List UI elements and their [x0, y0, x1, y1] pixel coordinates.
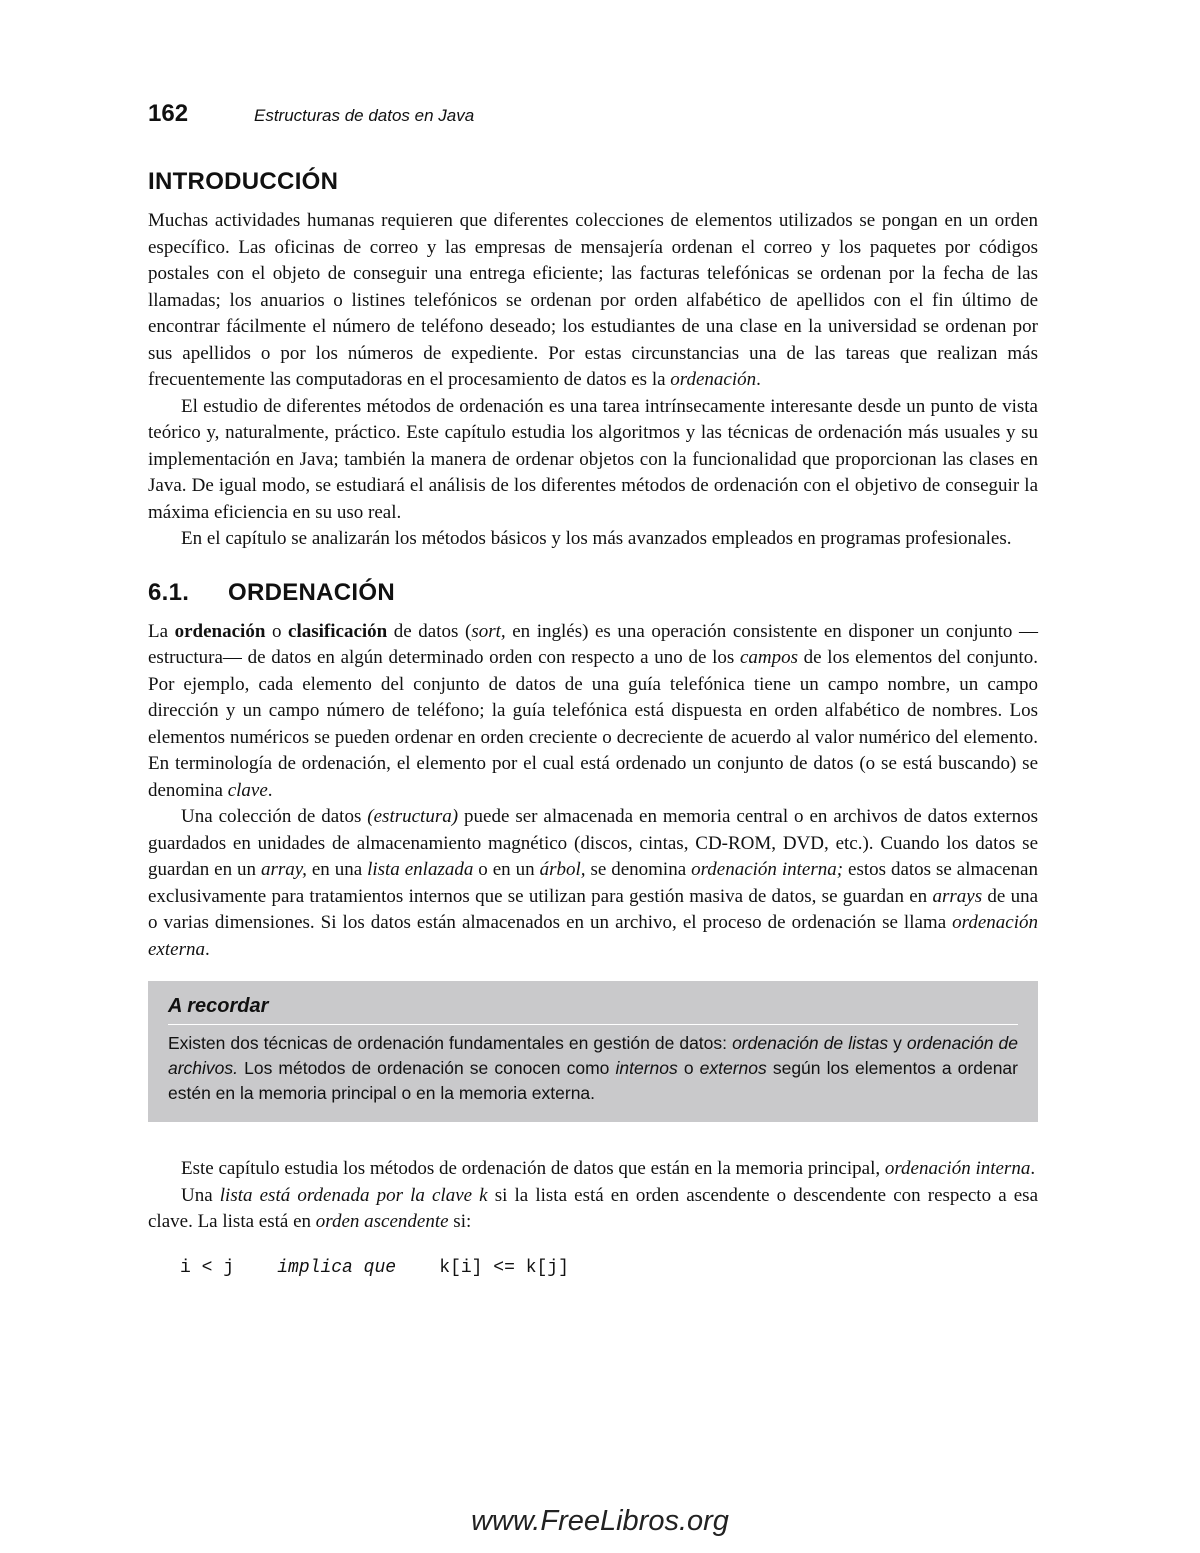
intro-paragraph-2: El estudio de diferentes métodos de ordenación es una tarea intrínsecamente interesante desde un punto de vista teórico y, naturalmente, práctico. Este capítulo estudia los algoritmos y las técnicas de ordenación más usuales y su implementación en Java; también la manera de ordenar objetos con la funcionalidad que proporcionan las clases en Java. De igual modo, se estudiará el análisis de los diferentes métodos de ordenación con el objetivo de conseguir la máxima eficiencia en su uso real. [148, 395, 1038, 523]
page-header [148, 100, 474, 134]
page-content [148, 168, 1038, 1278]
closing-paragraph-1: Este capítulo estudia los métodos de ordenación de datos que están en la memoria principal, ordenación interna. [181, 1158, 1036, 1179]
remember-box-title: A recordar [168, 995, 1018, 1025]
running-title: Estructuras de datos en Java [254, 106, 475, 125]
section-paragraph-2: Una colección de datos (estructura) puede ser almacenada en memoria central o en archivos de datos externos guardados en unidades de almacenamiento magnético (discos, cintas, CD-ROM, DVD, etc.). Cuando los datos se guardan en un array, en una lista enlazada o en un árbol, se denomina ordenación interna; estos datos se almacenan exclusivamente para tratamientos internos que se utilizan para gestión masiva de datos, se guardan en arrays de una o varias dimensiones. Si los datos están almacenados en un archivo, el proceso de ordenación se llama ordenación externa. [148, 806, 1039, 960]
footer-watermark-url: www.FreeLibros.org [471, 1505, 729, 1537]
remember-box [148, 981, 1038, 1122]
remember-box-text: Existen dos técnicas de ordenación fundamentales en gestión de datos: ordenación de listas y ordenación de archivos. Los métodos de ordenación se conocen como internos o externos según los elementos a ordenar estén en la memoria principal o en la memoria externa. [168, 1033, 1019, 1103]
section-heading [148, 579, 1038, 607]
intro-paragraph-3: En el capítulo se analizarán los métodos básicos y los más avanzados empleados en programas profesionales. [181, 528, 1012, 549]
intro-heading: INTRODUCCIÓN [148, 168, 339, 195]
section-number: 6.1. [148, 578, 190, 606]
page-number: 162 [148, 100, 189, 127]
closing-paragraph-2: Una lista está ordenada por la clave k si la lista está en orden ascendente o descendente con respecto a esa clave. La lista está en orden ascendente si: [148, 1184, 1039, 1232]
section-paragraph-1: La ordenación o clasificación de datos (sort, en inglés) es una operación consistente en disponer un conjunto —estructura— de datos en algún determinado orden con respecto a uno de los campos de los elementos del conjunto. Por ejemplo, cada elemento del conjunto de datos de una guía telefónica tiene un campo nombre, un campo dirección y un campo número de teléfono; la guía telefónica está dispuesta en orden alfabético de nombres. Los elementos numéricos se pueden ordenar en orden creciente o decreciente de acuerdo al valor numérico del elemento. En terminología de ordenación, el elemento por el cual está ordenado un conjunto de datos (o se está buscando) se denomina clave. [148, 620, 1038, 801]
section-title: ORDENACIÓN [228, 578, 396, 606]
intro-paragraph-1: Muchas actividades humanas requieren que diferentes colecciones de elementos utilizados se pongan en un orden específico. Las oficinas de correo y las empresas de mensajería ordenan el correo y los paquetes por códigos postales con el objeto de conseguir una entrega eficiente; las facturas telefónicas se ordenan por la fecha de las llamadas; los anuarios o listines telefónicos se ordenan por orden alfabético de apellidos con el fin último de encontrar fácilmente el número de teléfono deseado; los estudiantes de una clase en la universidad se ordenan por sus apellidos o por los números de expediente. Por estas circunstancias una de las tareas que realizan más frecuentemente las computadoras en el procesamiento de datos es la ordenación. [148, 210, 1038, 390]
code-example: i < j implica que k[i] <= k[j] [180, 1257, 569, 1278]
